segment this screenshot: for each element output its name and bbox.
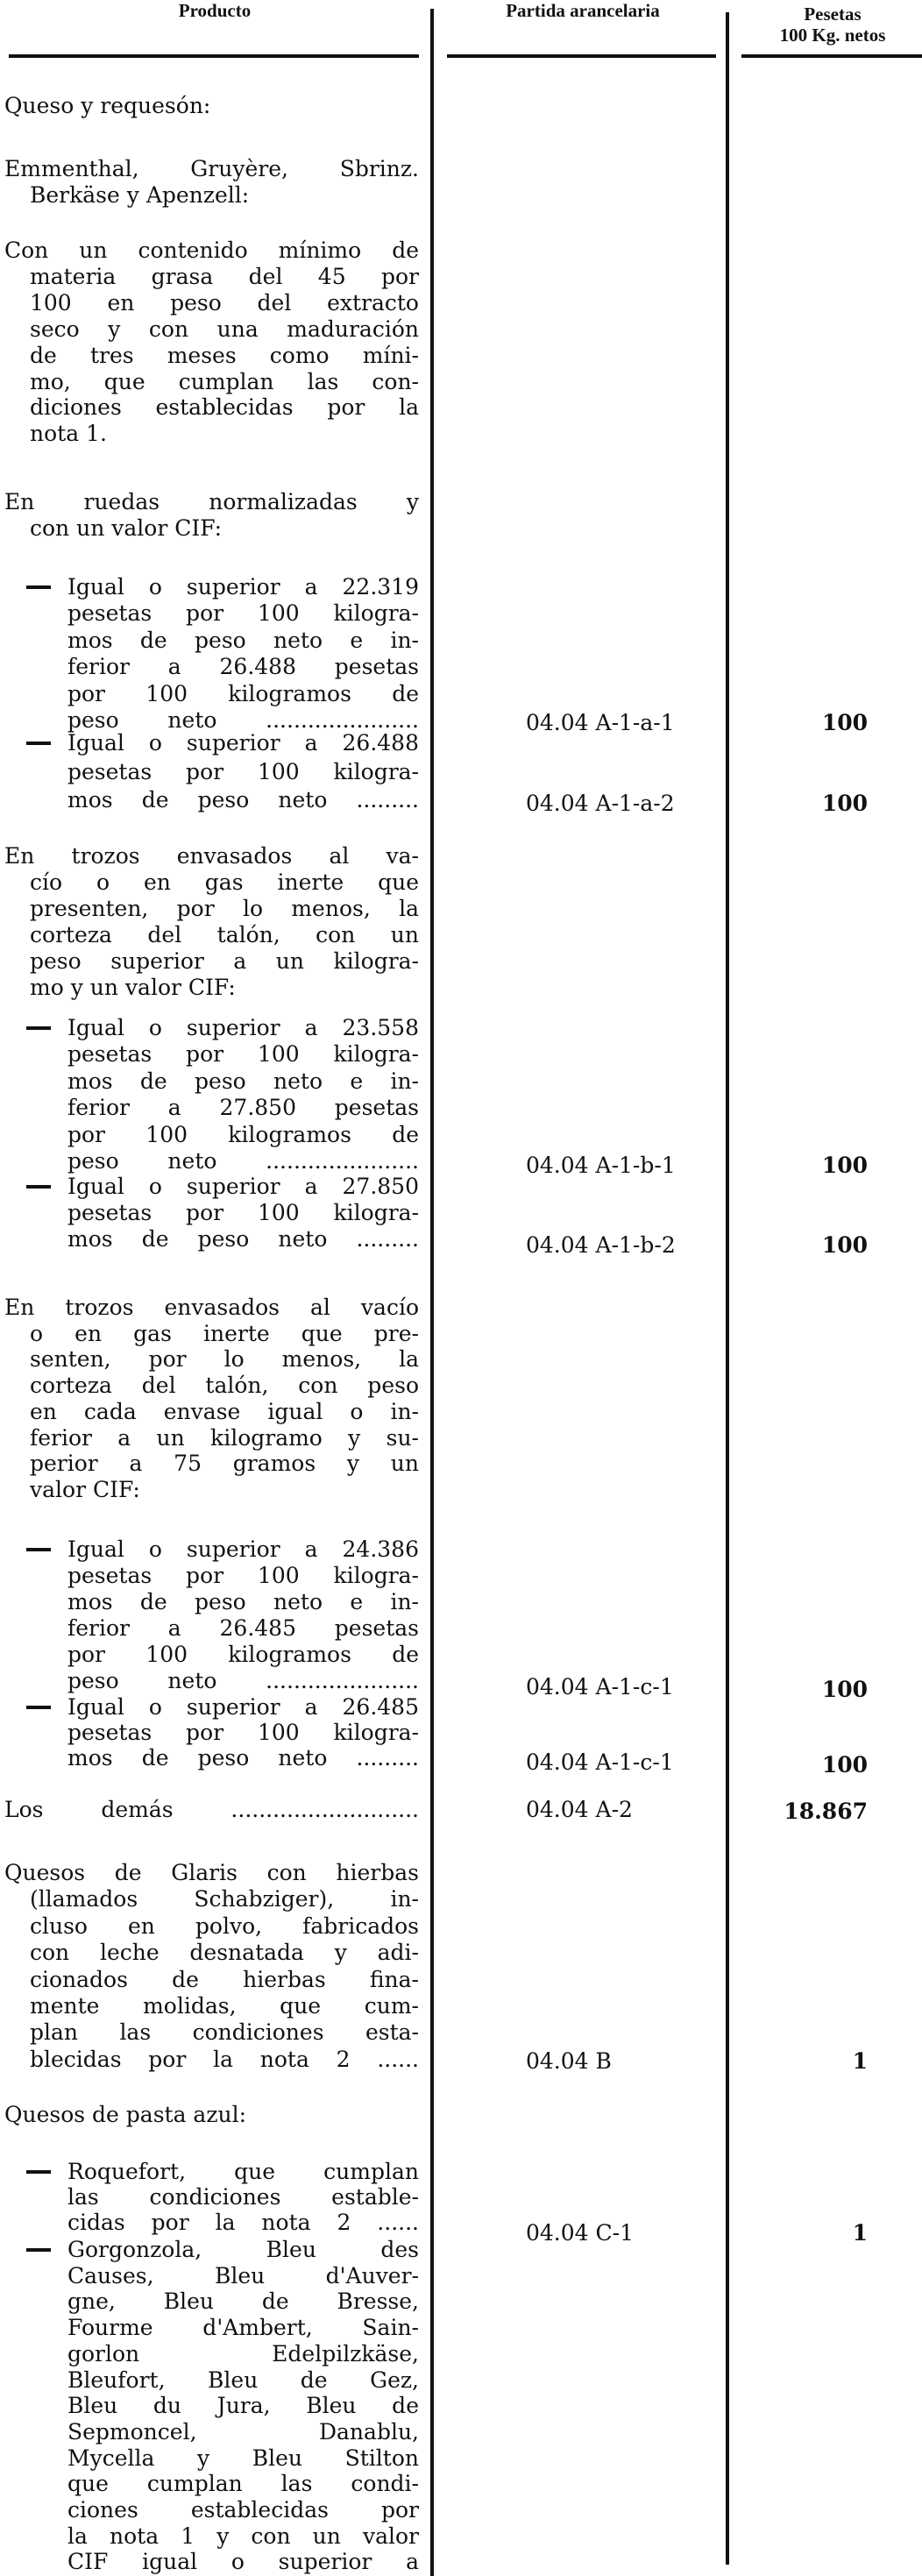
- tariff-code: 04.04 A-1-b-2: [526, 1232, 676, 1258]
- product-text-line: corteza del talón, con un: [30, 922, 419, 947]
- product-text-line: pesetas por 100 kilogra-: [67, 758, 419, 784]
- product-text-line: ferior a 26.485 pesetas: [67, 1615, 419, 1641]
- product-text-line: mos de peso neto e in-: [67, 627, 419, 653]
- product-text-line: cío o en gas inerte que: [30, 869, 419, 895]
- product-text-line: gorlon Edelpilzkäse,: [67, 2340, 419, 2367]
- product-text-line: Los demás ...........................: [4, 1797, 419, 1822]
- tariff-code: 04.04 A-1-a-1: [526, 710, 675, 735]
- column-header-product: Producto: [178, 0, 252, 21]
- product-text-line: mos de peso neto e in-: [67, 1068, 419, 1094]
- product-text-line: mos de peso neto e in-: [67, 1589, 419, 1614]
- product-text-line: Causes, Bleu d'Auver-: [67, 2262, 419, 2289]
- product-text-line: En trozos envasados al vacío: [4, 1295, 419, 1320]
- product-text-line: por 100 kilogramos de: [67, 1121, 419, 1147]
- product-text-line: mo, que cumplan las con-: [30, 368, 419, 394]
- product-text-line: Mycella y Bleu Stilton: [67, 2445, 419, 2471]
- product-text-line: pesetas por 100 kilogra-: [67, 1563, 419, 1588]
- tariff-code: 04.04 A-2: [526, 1797, 633, 1822]
- duty-value: 100: [821, 1153, 868, 1178]
- product-text-line: Igual o superior a 23.558: [67, 1015, 419, 1040]
- product-text-line: (llamados Schabziger), in-: [30, 1886, 419, 1912]
- product-text-line: mos de peso neto .........: [67, 1745, 419, 1771]
- em-dash-bullet-icon: [26, 2248, 51, 2252]
- column-header-tariff: Partida arancelaria: [506, 0, 660, 21]
- duty-value: 100: [821, 791, 868, 816]
- em-dash-bullet-icon: [26, 585, 51, 589]
- product-text-line: Fourme d'Ambert, Sain-: [67, 2315, 419, 2341]
- product-text-line: o en gas inerte que pre-: [30, 1320, 419, 1346]
- duty-value: 100: [821, 710, 868, 735]
- product-text-line: senten, por lo menos, la: [30, 1346, 419, 1373]
- column-header-pesetas: Pesetas: [804, 4, 862, 25]
- product-text-line: materia grasa del 45 por: [30, 263, 419, 289]
- em-dash-bullet-icon: [26, 2170, 51, 2174]
- product-text-line: cidas por la nota 2 ......: [67, 2210, 419, 2235]
- product-text-line: pesetas por 100 kilogra-: [67, 1041, 419, 1068]
- em-dash-bullet-icon: [26, 1026, 51, 1030]
- header-rule-tariff: [447, 54, 716, 58]
- product-text-line: que cumplan las condi-: [67, 2471, 419, 2497]
- product-text-line: Roquefort, que cumplan: [67, 2159, 419, 2184]
- duty-value: 100: [821, 1677, 868, 1702]
- em-dash-bullet-icon: [26, 742, 51, 745]
- column-header-pesetas-unit: 100 Kg. netos: [779, 25, 886, 46]
- duty-value: 1: [852, 2048, 868, 2074]
- product-text-line: ciones establecidas por: [67, 2497, 419, 2523]
- product-text-line: ferior a 27.850 pesetas: [67, 1095, 419, 1121]
- product-text-line: peso neto ......................: [67, 1148, 419, 1174]
- product-text-line: corteza del talón, con peso: [30, 1373, 419, 1399]
- product-text-line: Bleufort, Bleu de Gez,: [67, 2367, 419, 2393]
- product-text-line: Igual o superior a 26.488: [67, 730, 419, 756]
- product-text-line: ferior a 26.488 pesetas: [67, 654, 419, 680]
- column-divider-2: [726, 12, 729, 2565]
- product-text-line: pesetas por 100 kilogra-: [67, 600, 419, 627]
- product-text-line: de tres meses como míni-: [30, 342, 419, 368]
- tariff-code: 04.04 A-1-b-1: [526, 1153, 676, 1178]
- product-text-line: ferior a un kilogramo y su-: [30, 1424, 419, 1451]
- tariff-code: 04.04 A-1-a-2: [526, 791, 675, 816]
- product-text-line: presenten, por lo menos, la: [30, 896, 419, 921]
- product-text-line: valor CIF:: [30, 1476, 140, 1502]
- product-text-line: seco y con una maduración: [30, 316, 419, 342]
- product-text-line: Queso y requesón:: [4, 93, 211, 118]
- product-text-line: Igual o superior a 26.485: [67, 1694, 419, 1720]
- product-text-line: Igual o superior a 24.386: [67, 1536, 419, 1562]
- product-text-line: por 100 kilogramos de: [67, 1642, 419, 1667]
- duty-value: 100: [821, 1752, 868, 1778]
- product-text-line: por 100 kilogramos de: [67, 680, 419, 706]
- tariff-code: 04.04 C-1: [526, 2220, 634, 2246]
- tariff-code: 04.04 A-1-c-1: [526, 1749, 674, 1775]
- product-text-line: peso superior a un kilogra-: [30, 948, 419, 974]
- duty-value: 18.867: [784, 1799, 868, 1824]
- tariff-code: 04.04 B: [526, 2048, 612, 2074]
- em-dash-bullet-icon: [26, 1185, 51, 1189]
- product-text-line: nota 1.: [30, 421, 107, 447]
- product-text-line: pesetas por 100 kilogra-: [67, 1720, 419, 1745]
- product-text-line: Quesos de Glaris con hierbas: [4, 1860, 419, 1885]
- product-text-line: cluso en polvo, fabricados: [30, 1912, 419, 1939]
- product-text-line: En trozos envasados al va-: [4, 843, 419, 869]
- product-text-line: peso neto ......................: [67, 707, 419, 733]
- product-text-line: blecidas por la nota 2 ......: [30, 2046, 419, 2072]
- product-text-line: pesetas por 100 kilogra-: [67, 1200, 419, 1225]
- product-text-line: En ruedas normalizadas y: [4, 489, 419, 514]
- product-text-line: Quesos de pasta azul:: [4, 2102, 247, 2127]
- product-text-line: Gorgonzola, Bleu des: [67, 2237, 419, 2262]
- product-text-line: 100 en peso del extracto: [30, 289, 419, 316]
- product-text-line: Emmenthal, Gruyère, Sbrinz.: [4, 156, 419, 181]
- em-dash-bullet-icon: [26, 1706, 51, 1709]
- product-text-line: las condiciones estable-: [67, 2184, 419, 2210]
- product-text-line: Sepmoncel, Danablu,: [67, 2418, 419, 2445]
- product-text-line: CIF igual o superior a: [67, 2549, 419, 2575]
- product-text-line: mos de peso neto .........: [67, 787, 419, 813]
- header-rule-product: [9, 54, 419, 58]
- product-text-line: gne, Bleu de Bresse,: [67, 2289, 419, 2315]
- product-text-line: con leche desnatada y adi-: [30, 1940, 419, 1966]
- product-text-line: la nota 1 y con un valor: [67, 2523, 419, 2549]
- column-divider-1: [430, 9, 434, 2576]
- product-text-line: Con un contenido mínimo de: [4, 238, 419, 263]
- product-text-line: diciones establecidas por la: [30, 394, 419, 421]
- product-text-line: con un valor CIF:: [30, 515, 223, 541]
- product-text-line: Berkäse y Apenzell:: [30, 182, 250, 208]
- product-text-line: Bleu du Jura, Bleu de: [67, 2393, 419, 2419]
- product-text-line: mente molidas, que cum-: [30, 1993, 419, 2019]
- product-text-line: mos de peso neto .........: [67, 1226, 419, 1252]
- duty-value: 100: [821, 1232, 868, 1258]
- product-text-line: peso neto ......................: [67, 1668, 419, 1693]
- product-text-line: Igual o superior a 22.319: [67, 574, 419, 600]
- product-text-line: cionados de hierbas fina-: [30, 1966, 419, 1992]
- duty-value: 1: [852, 2220, 868, 2246]
- product-text-line: perior a 75 gramos y un: [30, 1451, 419, 1477]
- product-text-line: mo y un valor CIF:: [30, 975, 236, 1000]
- tariff-code: 04.04 A-1-c-1: [526, 1674, 674, 1700]
- product-text-line: Igual o superior a 27.850: [67, 1174, 419, 1199]
- product-text-line: plan las condiciones esta-: [30, 2019, 419, 2046]
- header-rule-pesetas: [741, 54, 922, 58]
- product-text-line: en cada envase igual o in-: [30, 1398, 419, 1424]
- em-dash-bullet-icon: [26, 1548, 51, 1551]
